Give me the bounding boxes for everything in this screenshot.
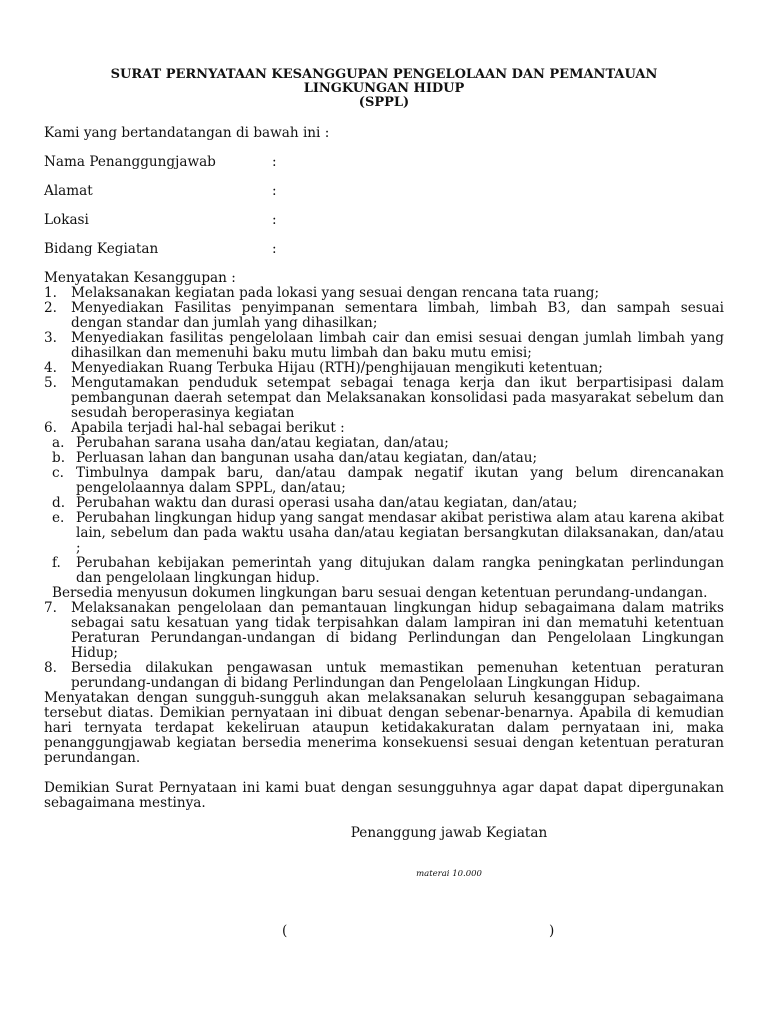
declaration-list-continued <box>44 601 724 691</box>
list-item <box>44 601 724 661</box>
signature-title: Penanggung jawab Kegiatan <box>350 825 548 841</box>
document-title <box>44 68 724 110</box>
sub-item-letter: d. <box>52 495 66 511</box>
list-item <box>44 301 724 331</box>
open-paren: ( <box>282 923 288 939</box>
item-number: 1. <box>44 285 57 301</box>
field-separator: : <box>272 154 277 170</box>
field-lokasi <box>44 213 724 228</box>
sub-item-letter: c. <box>52 465 64 481</box>
list-item <box>44 361 724 376</box>
list-item <box>44 331 724 361</box>
field-bidang-kegiatan <box>44 242 724 257</box>
field-label: Nama Penanggungjawab <box>44 154 216 170</box>
field-label: Bidang Kegiatan <box>44 241 159 257</box>
item-number: 7. <box>44 600 57 616</box>
field-separator: : <box>272 183 277 199</box>
sub-item-letter: f. <box>52 555 61 571</box>
document-page <box>44 68 724 940</box>
field-separator: : <box>272 212 277 228</box>
field-label: Lokasi <box>44 212 89 228</box>
declaration-heading: Menyatakan Kesanggupan : <box>44 270 236 286</box>
field-label: Alamat <box>44 183 93 199</box>
item-number: 5. <box>44 375 57 391</box>
list-item <box>44 376 724 421</box>
statement-paragraph: Menyatakan dengan sungguh-sungguh akan melaksanakan seluruh kesanggupan sebagaimana tersebut diatas. Demikian pernyataan ini dibuat dengan sebenar-benarnya. Apabila di kemudian hari ternyata terdapat kekeliruan ataupun ketidakakuratan dalam pernyataan ini, maka penanggungjawab kegiatan bersedia menerima konsekuensi sesuai dengan ketentuan peraturan perundangan. <box>44 690 724 766</box>
declaration-list <box>44 286 724 436</box>
sub-item-text: Perubahan kebijakan pemerintah yang ditujukan dalam rangka peningkatan perlindungan dan pengelolaan lingkungan hidup. <box>76 555 724 586</box>
sub-list-item <box>52 556 724 586</box>
condition-sublist <box>44 436 724 586</box>
closing-paragraph: Demikian Surat Pernyataan ini kami buat dengan sesungguhnya agar dapat dapat dipergunakan sebagaimana mestinya. <box>44 780 724 811</box>
intro-text: Kami yang bertandatangan di bawah ini : <box>44 125 330 141</box>
close-paren: ) <box>549 923 555 939</box>
field-nama <box>44 155 724 170</box>
sub-item-letter: b. <box>52 450 66 466</box>
field-separator: : <box>272 241 277 257</box>
sub-item-letter: e. <box>52 510 65 526</box>
list-item <box>44 421 724 436</box>
item-text: Melaksanakan kegiatan pada lokasi yang sesuai dengan rencana tata ruang; <box>71 285 600 301</box>
item-number: 8. <box>44 660 57 676</box>
item6-consequence: Bersedia menyusun dokumen lingkungan baru sesuai dengan ketentuan perundang-undangan. <box>52 585 708 601</box>
item-text: Apabila terjadi hal-hal sebagai berikut : <box>71 420 345 436</box>
sub-list-item <box>52 511 724 556</box>
sub-list-item <box>52 436 724 451</box>
sub-item-text: Perubahan sarana usaha dan/atau kegiatan, dan/atau; <box>76 435 449 451</box>
item-number: 4. <box>44 360 57 376</box>
sub-item-text: Perluasan lahan dan bangunan usaha dan/atau kegiatan, dan/atau; <box>76 450 538 466</box>
field-alamat <box>44 184 724 199</box>
sub-item-letter: a. <box>52 435 65 451</box>
item-text: Melaksanakan pengelolaan dan pemantauan lingkungan hidup sebagaimana dalam matriks sebagai satu kesatuan yang tidak terpisahkan dalam lampiran ini dan mematuhi ketentuan Peraturan Perundangan-undangan di bidang Perlindungan dan Pengelolaan Lingkungan Hidup; <box>71 600 724 661</box>
item-text: Menyediakan Fasilitas penyimpanan sementara limbah, limbah B3, dan sampah sesuai dengan standar dan jumlah yang dihasilkan; <box>71 300 724 331</box>
identity-fields <box>44 155 724 257</box>
title-line-1: SURAT PERNYATAAN KESANGGUPAN PENGELOLAAN DAN PEMANTAUAN <box>110 67 658 82</box>
item-number: 3. <box>44 330 57 346</box>
sub-list-item <box>52 496 724 511</box>
sub-list-item <box>52 451 724 466</box>
signature-name-line <box>44 924 724 940</box>
item-number: 6. <box>44 420 57 436</box>
sub-list-item <box>52 466 724 496</box>
item-text: Menyediakan Ruang Terbuka Hijau (RTH)/penghijauan mengikuti ketentuan; <box>71 360 603 376</box>
sub-item-text: Timbulnya dampak baru, dan/atau dampak negatif ikutan yang belum direncanakan pengelolaannya dalam SPPL, dan/atau; <box>76 465 724 496</box>
item-text: Bersedia dilakukan pengawasan untuk memastikan pemenuhan ketentuan peraturan perundang-undangan di bidang Perlindungan dan Pengelolaan Lingkungan Hidup. <box>71 660 724 691</box>
sub-item-text: Perubahan lingkungan hidup yang sangat mendasar akibat peristiwa alam atau karena akibat lain, sebelum dan pada waktu usaha dan/atau kegiatan bersangkutan dilaksanakan, dan/atau ; <box>76 510 724 556</box>
list-item <box>44 661 724 691</box>
item-text: Menyediakan fasilitas pengelolaan limbah cair dan emisi sesuai dengan jumlah limbah yang dihasilkan dan memenuhi baku mutu limbah dan baku mutu emisi; <box>71 330 724 361</box>
materai-label: materai 10.000 <box>416 869 482 879</box>
title-line-3: (SPPL) <box>358 95 410 110</box>
item-text: Mengutamakan penduduk setempat sebagai tenaga kerja dan ikut berpartisipasi dalam pembangunan daerah setempat dan Melaksanakan konsolidasi pada masyarakat sebelum dan sesudah beroperasinya kegiatan <box>71 375 724 421</box>
item-number: 2. <box>44 300 57 316</box>
list-item <box>44 286 724 301</box>
title-line-2: LINGKUNGAN HIDUP <box>303 81 465 96</box>
sub-item-text: Perubahan waktu dan durasi operasi usaha dan/atau kegiatan, dan/atau; <box>76 495 578 511</box>
